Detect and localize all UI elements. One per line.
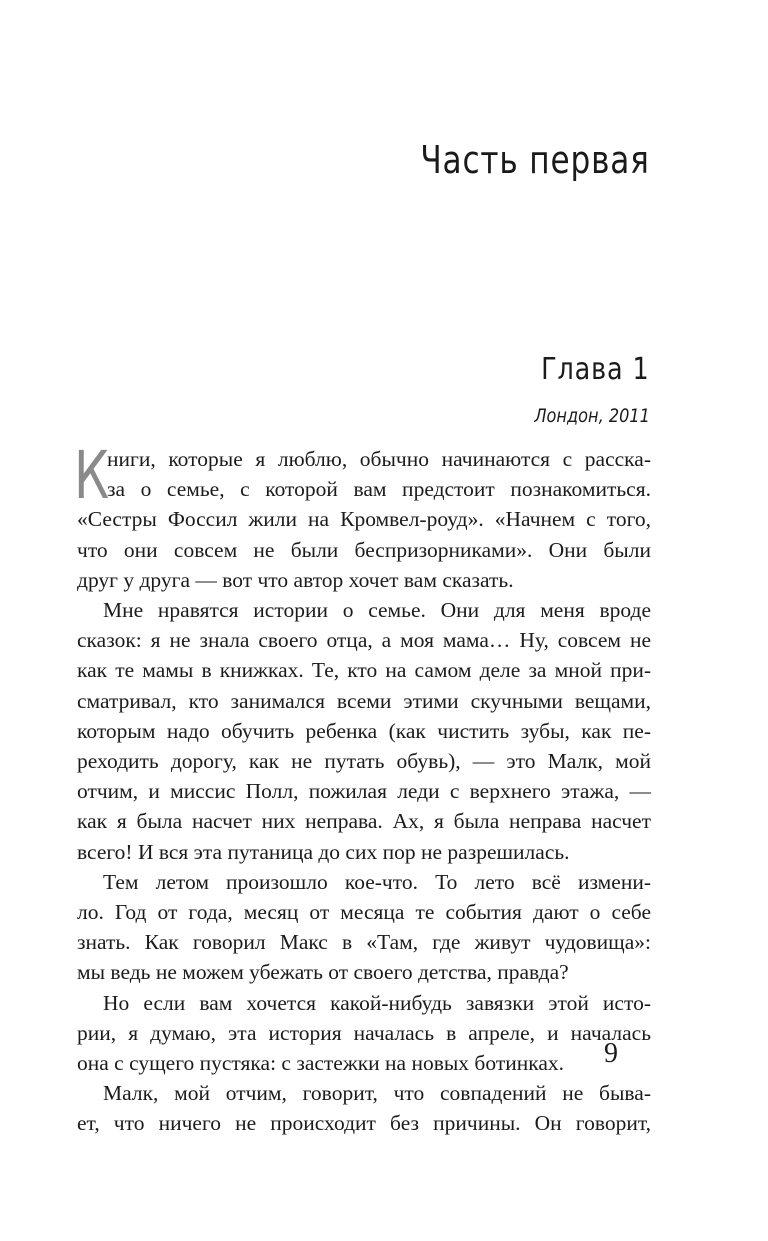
text-line: что они совсем не были беспризорниками». Они были (77, 537, 651, 562)
text-line: она с сущего пустяка: с застежки на новых ботинках. (77, 1051, 565, 1076)
drop-cap: К (74, 437, 110, 514)
text-line: «Сестры Фоссил жили на Кромвел-роуд». «Начнем с того, (77, 507, 651, 532)
text-line: друг у друга — вот что автор хочет вам сказать. (77, 567, 514, 592)
chapter-title: Глава 1 (541, 352, 650, 387)
text-line: знать. Как говорил Макс в «Там, где живут чудовища»: (77, 930, 651, 955)
text-line: Малк, мой отчим, говорит, что совпадений не быва- (103, 1081, 651, 1106)
text-line: сказок: я не знала своего отца, а моя мама… Ну, совсем не (77, 628, 651, 653)
text-line: ло. Год от года, месяц от месяца те события дают о себе (77, 900, 651, 925)
text-line: как я была насчет них неправа. Ах, я была неправа насчет (77, 809, 651, 834)
text-line: рии, я думаю, эта история началась в апреле, и началась (77, 1020, 651, 1045)
text-line: реходить дорогу, как не путать обувь), — это Малк, мой (77, 749, 651, 774)
page-number: 9 (604, 1038, 618, 1069)
text-line: сматривал, кто занимался всеми этими скучными вещами, (77, 688, 651, 713)
text-line: Но если вам хочется какой-нибудь завязки этой исто- (103, 990, 651, 1015)
place-date: Лондон, 2011 (534, 405, 650, 427)
text-line: Мне нравятся истории о семье. Они для меня вроде (103, 598, 651, 623)
text-line: мы ведь не можем убежать от своего детства, правда? (77, 960, 569, 985)
body-text (74, 437, 651, 1139)
text-line: отчим, и миссис Полл, пожилая леди с верхнего этажа, — (77, 779, 651, 804)
text-line: за о семье, с которой вам предстоит познакомиться. (107, 477, 651, 502)
part-title: Часть первая (420, 138, 650, 182)
text-line: Тем летом произошло кое-что. То лето всё измени- (103, 869, 651, 894)
text-line: ниги, которые я люблю, обычно начинаются с расска- (107, 447, 651, 471)
text-line: которым надо обучить ребенка (как чистить зубы, как пе- (77, 718, 651, 743)
text-line: как те мамы в книжках. Те, кто на самом деле за мной при- (77, 658, 651, 683)
text-line: всего! И вся эта путаница до сих пор не разрешилась. (77, 839, 570, 864)
text-line: ет, что ничего не происходит без причины. Он говорит, (77, 1111, 651, 1136)
